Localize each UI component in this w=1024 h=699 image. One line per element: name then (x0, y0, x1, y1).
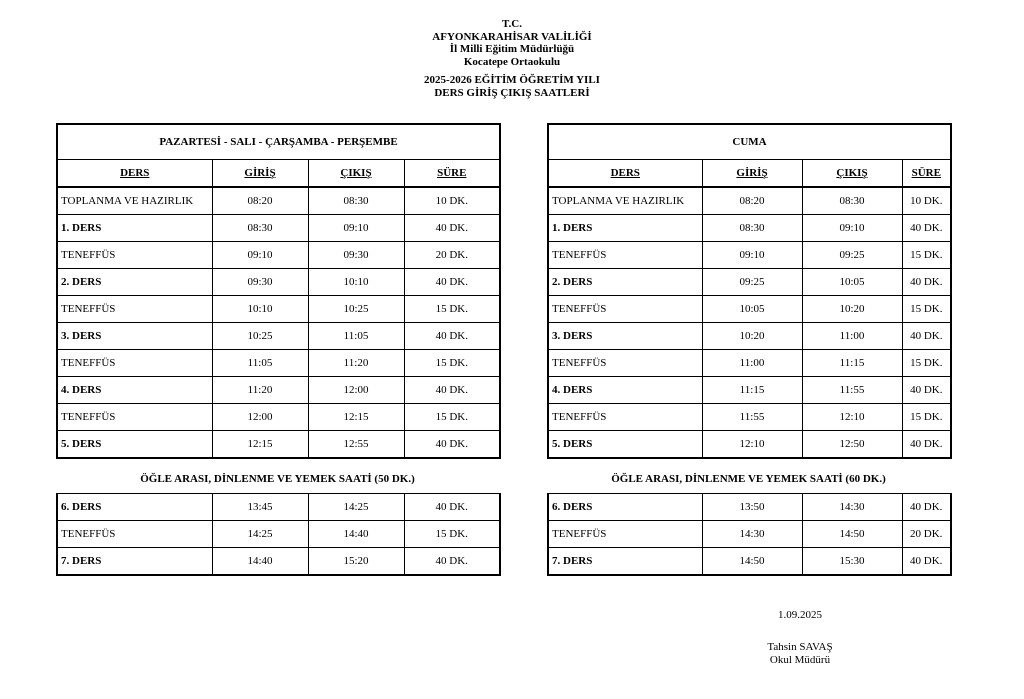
col-sure: SÜRE (902, 160, 951, 188)
friday-afternoon-table (547, 493, 952, 576)
start-time: 08:20 (702, 187, 802, 215)
lesson-name: 3. DERS (57, 323, 212, 350)
start-time: 11:05 (212, 350, 308, 377)
table-row (57, 377, 500, 404)
table-row (548, 269, 951, 296)
lesson-name: TENEFFÜS (57, 350, 212, 377)
end-time: 14:25 (308, 494, 404, 521)
table-row (57, 350, 500, 377)
lesson-name: TENEFFÜS (57, 521, 212, 548)
end-time: 12:15 (308, 404, 404, 431)
friday-title: CUMA (548, 124, 951, 160)
start-time: 13:50 (702, 494, 802, 521)
start-time: 14:40 (212, 548, 308, 576)
duration: 10 DK. (404, 187, 500, 215)
end-time: 09:25 (802, 242, 902, 269)
header-directorate: İl Milli Eğitim Müdürlüğü (449, 43, 575, 55)
table-row (57, 296, 500, 323)
lesson-name: TENEFFÜS (57, 296, 212, 323)
weekday-morning-table (56, 123, 501, 459)
signature-date: 1.09.2025 (778, 609, 822, 621)
end-time: 11:15 (802, 350, 902, 377)
table-row (548, 404, 951, 431)
table-row (548, 215, 951, 242)
lesson-name: 6. DERS (548, 494, 702, 521)
lesson-name: TENEFFÜS (548, 521, 702, 548)
header-school: Kocatepe Ortaokulu (463, 55, 561, 68)
end-time: 12:50 (802, 431, 902, 459)
table-row (57, 431, 500, 459)
duration: 40 DK. (404, 377, 500, 404)
duration: 40 DK. (404, 215, 500, 242)
table-row (57, 215, 500, 242)
end-time: 08:30 (308, 187, 404, 215)
table-row (548, 323, 951, 350)
lesson-name: 3. DERS (548, 323, 702, 350)
end-time: 09:10 (802, 215, 902, 242)
start-time: 09:10 (212, 242, 308, 269)
start-time: 13:45 (212, 494, 308, 521)
signature-name: Tahsin SAVAŞ (767, 641, 833, 653)
duration: 15 DK. (404, 350, 500, 377)
lesson-name: 6. DERS (57, 494, 212, 521)
end-time: 11:55 (802, 377, 902, 404)
end-time: 14:50 (802, 521, 902, 548)
lesson-name: TENEFFÜS (548, 296, 702, 323)
col-cikis: ÇIKIŞ (308, 160, 404, 188)
signature-role: Okul Müdürü (769, 654, 831, 666)
start-time: 14:25 (212, 521, 308, 548)
duration: 40 DK. (902, 494, 951, 521)
weekday-title: PAZARTESİ - SALI - ÇARŞAMBA - PERŞEMBE (57, 124, 500, 160)
table-row (57, 404, 500, 431)
end-time: 14:40 (308, 521, 404, 548)
end-time: 15:20 (308, 548, 404, 576)
start-time: 10:05 (702, 296, 802, 323)
start-time: 12:10 (702, 431, 802, 459)
table-row (57, 269, 500, 296)
table-row (548, 431, 951, 459)
start-time: 11:55 (702, 404, 802, 431)
table-row (548, 350, 951, 377)
table-row (548, 377, 951, 404)
weekday-afternoon-table (56, 493, 501, 576)
lesson-name: TENEFFÜS (57, 404, 212, 431)
lesson-name: 2. DERS (548, 269, 702, 296)
table-row (57, 548, 500, 576)
lesson-name: 4. DERS (57, 377, 212, 404)
start-time: 10:10 (212, 296, 308, 323)
table-row (548, 296, 951, 323)
end-time: 09:10 (308, 215, 404, 242)
end-time: 08:30 (802, 187, 902, 215)
duration: 10 DK. (902, 187, 951, 215)
end-time: 09:30 (308, 242, 404, 269)
start-time: 11:15 (702, 377, 802, 404)
lesson-name: 4. DERS (548, 377, 702, 404)
lesson-name: 2. DERS (57, 269, 212, 296)
duration: 40 DK. (902, 377, 951, 404)
end-time: 14:30 (802, 494, 902, 521)
header-doc-title: DERS GİRİŞ ÇIKIŞ SAATLERİ (434, 86, 590, 99)
lesson-name: TENEFFÜS (57, 242, 212, 269)
duration: 40 DK. (902, 431, 951, 459)
table-row (548, 494, 951, 521)
duration: 40 DK. (902, 215, 951, 242)
duration: 40 DK. (404, 494, 500, 521)
start-time: 12:15 (212, 431, 308, 459)
duration: 15 DK. (404, 404, 500, 431)
weekday-lunch-break: ÖĞLE ARASI, DİNLENME VE YEMEK SAATİ (50 DK.) (140, 473, 415, 485)
duration: 20 DK. (404, 242, 500, 269)
start-time: 10:20 (702, 323, 802, 350)
start-time: 14:50 (702, 548, 802, 576)
header-year: 2025-2026 EĞİTİM ÖĞRETİM YILI (424, 74, 600, 86)
start-time: 11:00 (702, 350, 802, 377)
duration: 15 DK. (902, 242, 951, 269)
lesson-name: 7. DERS (548, 548, 702, 576)
start-time: 09:10 (702, 242, 802, 269)
duration: 40 DK. (902, 323, 951, 350)
table-row (548, 548, 951, 576)
end-time: 11:20 (308, 350, 404, 377)
table-row (57, 242, 500, 269)
start-time: 12:00 (212, 404, 308, 431)
duration: 40 DK. (404, 269, 500, 296)
start-time: 08:30 (702, 215, 802, 242)
lesson-name: TENEFFÜS (548, 350, 702, 377)
start-time: 08:30 (212, 215, 308, 242)
table-row (548, 242, 951, 269)
header-tc: T.C. (502, 18, 522, 30)
end-time: 10:25 (308, 296, 404, 323)
start-time: 08:20 (212, 187, 308, 215)
duration: 15 DK. (902, 350, 951, 377)
col-sure: SÜRE (404, 160, 500, 188)
lesson-name: 1. DERS (548, 215, 702, 242)
start-time: 09:30 (212, 269, 308, 296)
table-row (57, 521, 500, 548)
table-row (548, 521, 951, 548)
friday-lunch-break: ÖĞLE ARASI, DİNLENME VE YEMEK SAATİ (60 DK.) (611, 473, 886, 485)
end-time: 10:20 (802, 296, 902, 323)
lesson-name: 7. DERS (57, 548, 212, 576)
start-time: 09:25 (702, 269, 802, 296)
end-time: 15:30 (802, 548, 902, 576)
table-row (57, 323, 500, 350)
end-time: 12:10 (802, 404, 902, 431)
end-time: 10:05 (802, 269, 902, 296)
duration: 40 DK. (902, 269, 951, 296)
lesson-name: TENEFFÜS (548, 242, 702, 269)
duration: 15 DK. (902, 296, 951, 323)
duration: 40 DK. (902, 548, 951, 576)
duration: 20 DK. (902, 521, 951, 548)
lesson-name: 5. DERS (548, 431, 702, 459)
lesson-name: TENEFFÜS (548, 404, 702, 431)
col-cikis: ÇIKIŞ (802, 160, 902, 188)
start-time: 11:20 (212, 377, 308, 404)
end-time: 11:05 (308, 323, 404, 350)
table-row (548, 187, 951, 215)
duration: 40 DK. (404, 323, 500, 350)
duration: 15 DK. (902, 404, 951, 431)
duration: 40 DK. (404, 548, 500, 576)
lesson-name: TOPLANMA VE HAZIRLIK (548, 187, 702, 215)
table-row (57, 187, 500, 215)
lesson-name: 1. DERS (57, 215, 212, 242)
duration: 15 DK. (404, 521, 500, 548)
end-time: 11:00 (802, 323, 902, 350)
start-time: 14:30 (702, 521, 802, 548)
end-time: 12:00 (308, 377, 404, 404)
end-time: 12:55 (308, 431, 404, 459)
table-row (57, 494, 500, 521)
col-giris: GİRİŞ (702, 160, 802, 188)
col-ders: DERS (57, 160, 212, 188)
duration: 40 DK. (404, 431, 500, 459)
lesson-name: TOPLANMA VE HAZIRLIK (57, 187, 212, 215)
duration: 15 DK. (404, 296, 500, 323)
lesson-name: 5. DERS (57, 431, 212, 459)
document-header (0, 18, 1024, 99)
header-governorship: AFYONKARAHİSAR VALİLİĞİ (432, 30, 592, 43)
end-time: 10:10 (308, 269, 404, 296)
friday-morning-table (547, 123, 952, 459)
col-giris: GİRİŞ (212, 160, 308, 188)
col-ders: DERS (548, 160, 702, 188)
start-time: 10:25 (212, 323, 308, 350)
